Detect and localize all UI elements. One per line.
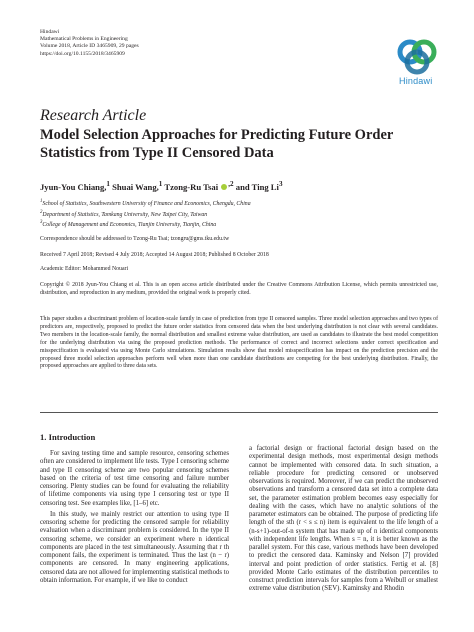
- copyright: Copyright © 2018 Jyun-You Chiang et al. This is an open access article distributed under the Creative Commons Attribution License, which permits unrestricted use, distribution, and reproduction in any medium, provided the original work is properly cited.: [40, 282, 438, 296]
- correspondence: Correspondence should be addressed to Tzong-Ru Tsai; tzongru@gms.tku.edu.tw: [40, 236, 230, 242]
- author-list: [40, 180, 283, 192]
- affiliation-mark: ,2: [228, 180, 234, 188]
- affiliation-mark: 3: [278, 180, 283, 188]
- article-title: Model Selection Approaches for Predicting Future Order Statistics from Type II Censored Data: [40, 127, 394, 161]
- dates: Received 7 April 2018; Revised 4 July 2018; Accepted 14 August 2018; Published 8 October 2018: [40, 252, 269, 258]
- body-column-left: [40, 450, 229, 585]
- affiliation-item: $^1$School of Statistics, Southwestern University of Finance and Economics, Chengdu, China: [40, 199, 251, 207]
- paragraph: In this study, we mainly restrict our attention to using type II censoring scheme for predicting the censored sample for reliability evaluation when a discriminant problem is considered. In the type II censoring scheme, we consider an experiment where n identical components are placed in the test simultaneously. Assuming that r th component fails, the experiment is terminated. Thus the last (n − r) components are censored. In many engineering applications, censored data are not allowed for implementing statistical methods to obtain information. For example, if we like to conduct: [40, 510, 229, 584]
- journal-header: [40, 29, 139, 58]
- author-name[interactable]: Jyun-You Chiang,: [40, 181, 107, 192]
- author-name[interactable]: and Ting Li: [233, 181, 279, 192]
- body-column-right: [249, 445, 438, 594]
- journal-name: Mathematical Problems in Engineering: [40, 36, 128, 43]
- doi-link[interactable]: https://doi.org/10.1155/2018/3465909: [40, 50, 125, 57]
- section-heading: 1. Introduction: [40, 432, 96, 442]
- journal-brand: Hindawi: [40, 29, 60, 35]
- divider: [40, 412, 438, 413]
- academic-editor: Academic Editor: Mohammed Nouari: [40, 266, 129, 272]
- affiliation-mark: 1: [158, 180, 163, 188]
- author-name[interactable]: Shuai Wang,: [109, 181, 159, 192]
- affiliation-item: $^2$Department of Statistics, Tamkang University, New Taipei City, Taiwan: [40, 209, 208, 218]
- abstract: This paper studies a discriminant problem of location-scale family in case of prediction from type II censored samples. Three model selection approaches and two types of predictors are, respectively, proposed to predict the future order statistics from censored data when the best underlying distribution is not clear with several candidates. Two members in the location-scale family, the normal distribution and smallest extreme value distribution, are used as candidates to illustrate the best model competition for the underlying distribution via using the proposed prediction methods. The performance of correct and incorrect selections under correct specification and misspecification is evaluated via using Monte Carlo simulations. Simulation results show that model misspecification has impact on the prediction precision and the proposed three model selection approaches perform well when more than one candidate distributions are competing for the best underlying distribution. Finally, the proposed approaches are applied to three data sets.: [40, 316, 438, 370]
- affiliation-item: $^3$College of Management and Economics, Tianjin University, Tianjin, China: [40, 220, 217, 229]
- paragraph: a factorial design or fractional factorial design based on the experimental design methods, most experimental design methods cannot be implemented with censored data. In such situation, a reliable procedure for predicting censored or unobserved observations is required. Moreover, if we can predict the unobserved observations and transform a censored data set into a complete data set, the parameter estimation problem becomes easy especially for dealing with the cases, which have no analytic solutions of the parameter estimators can be obtained. The purpose of predicting life length of the sth (r < s ≤ n) item is equivalent to the life length of a (n-s+1)-out-of-n system that has made up of n identical components with independent life lengths. When s = n, it is better known as the parallel system. For this case, various methods have been developed to predict the censored data. Kaminsky and Nelson [7] provided interval and point prediction of order statistics. Fertig et al. [8] provided Monte Carlo estimates of the distribution percentiles to construct prediction intervals for samples from a Weibull or smallest extreme value distribution (SEV). Kaminsky and Rhodin: [249, 445, 438, 593]
- author-name[interactable]: Tzong-Ru Tsai: [162, 181, 219, 192]
- affiliation-mark: 1: [106, 180, 110, 188]
- volume-line: Volume 2018, Article ID 3465909, 29 pages: [40, 43, 139, 50]
- affiliations: [40, 198, 251, 230]
- paragraph: For saving testing time and sample resource, censoring schemes often are considered to implement life tests. Type I censoring scheme and type II censoring scheme are two popular censoring schemes based on the criteria of test time censoring and failure number censoring. Plenty studies can be found for evaluating the reliability of lifetime components via using type I censoring test or type II censoring test. See examples like, [1–6] etc.: [40, 450, 229, 507]
- article-type: Research Article: [40, 107, 147, 124]
- orcid-icon[interactable]: [221, 184, 227, 190]
- hindawi-logo-text: Hindawi: [399, 76, 433, 86]
